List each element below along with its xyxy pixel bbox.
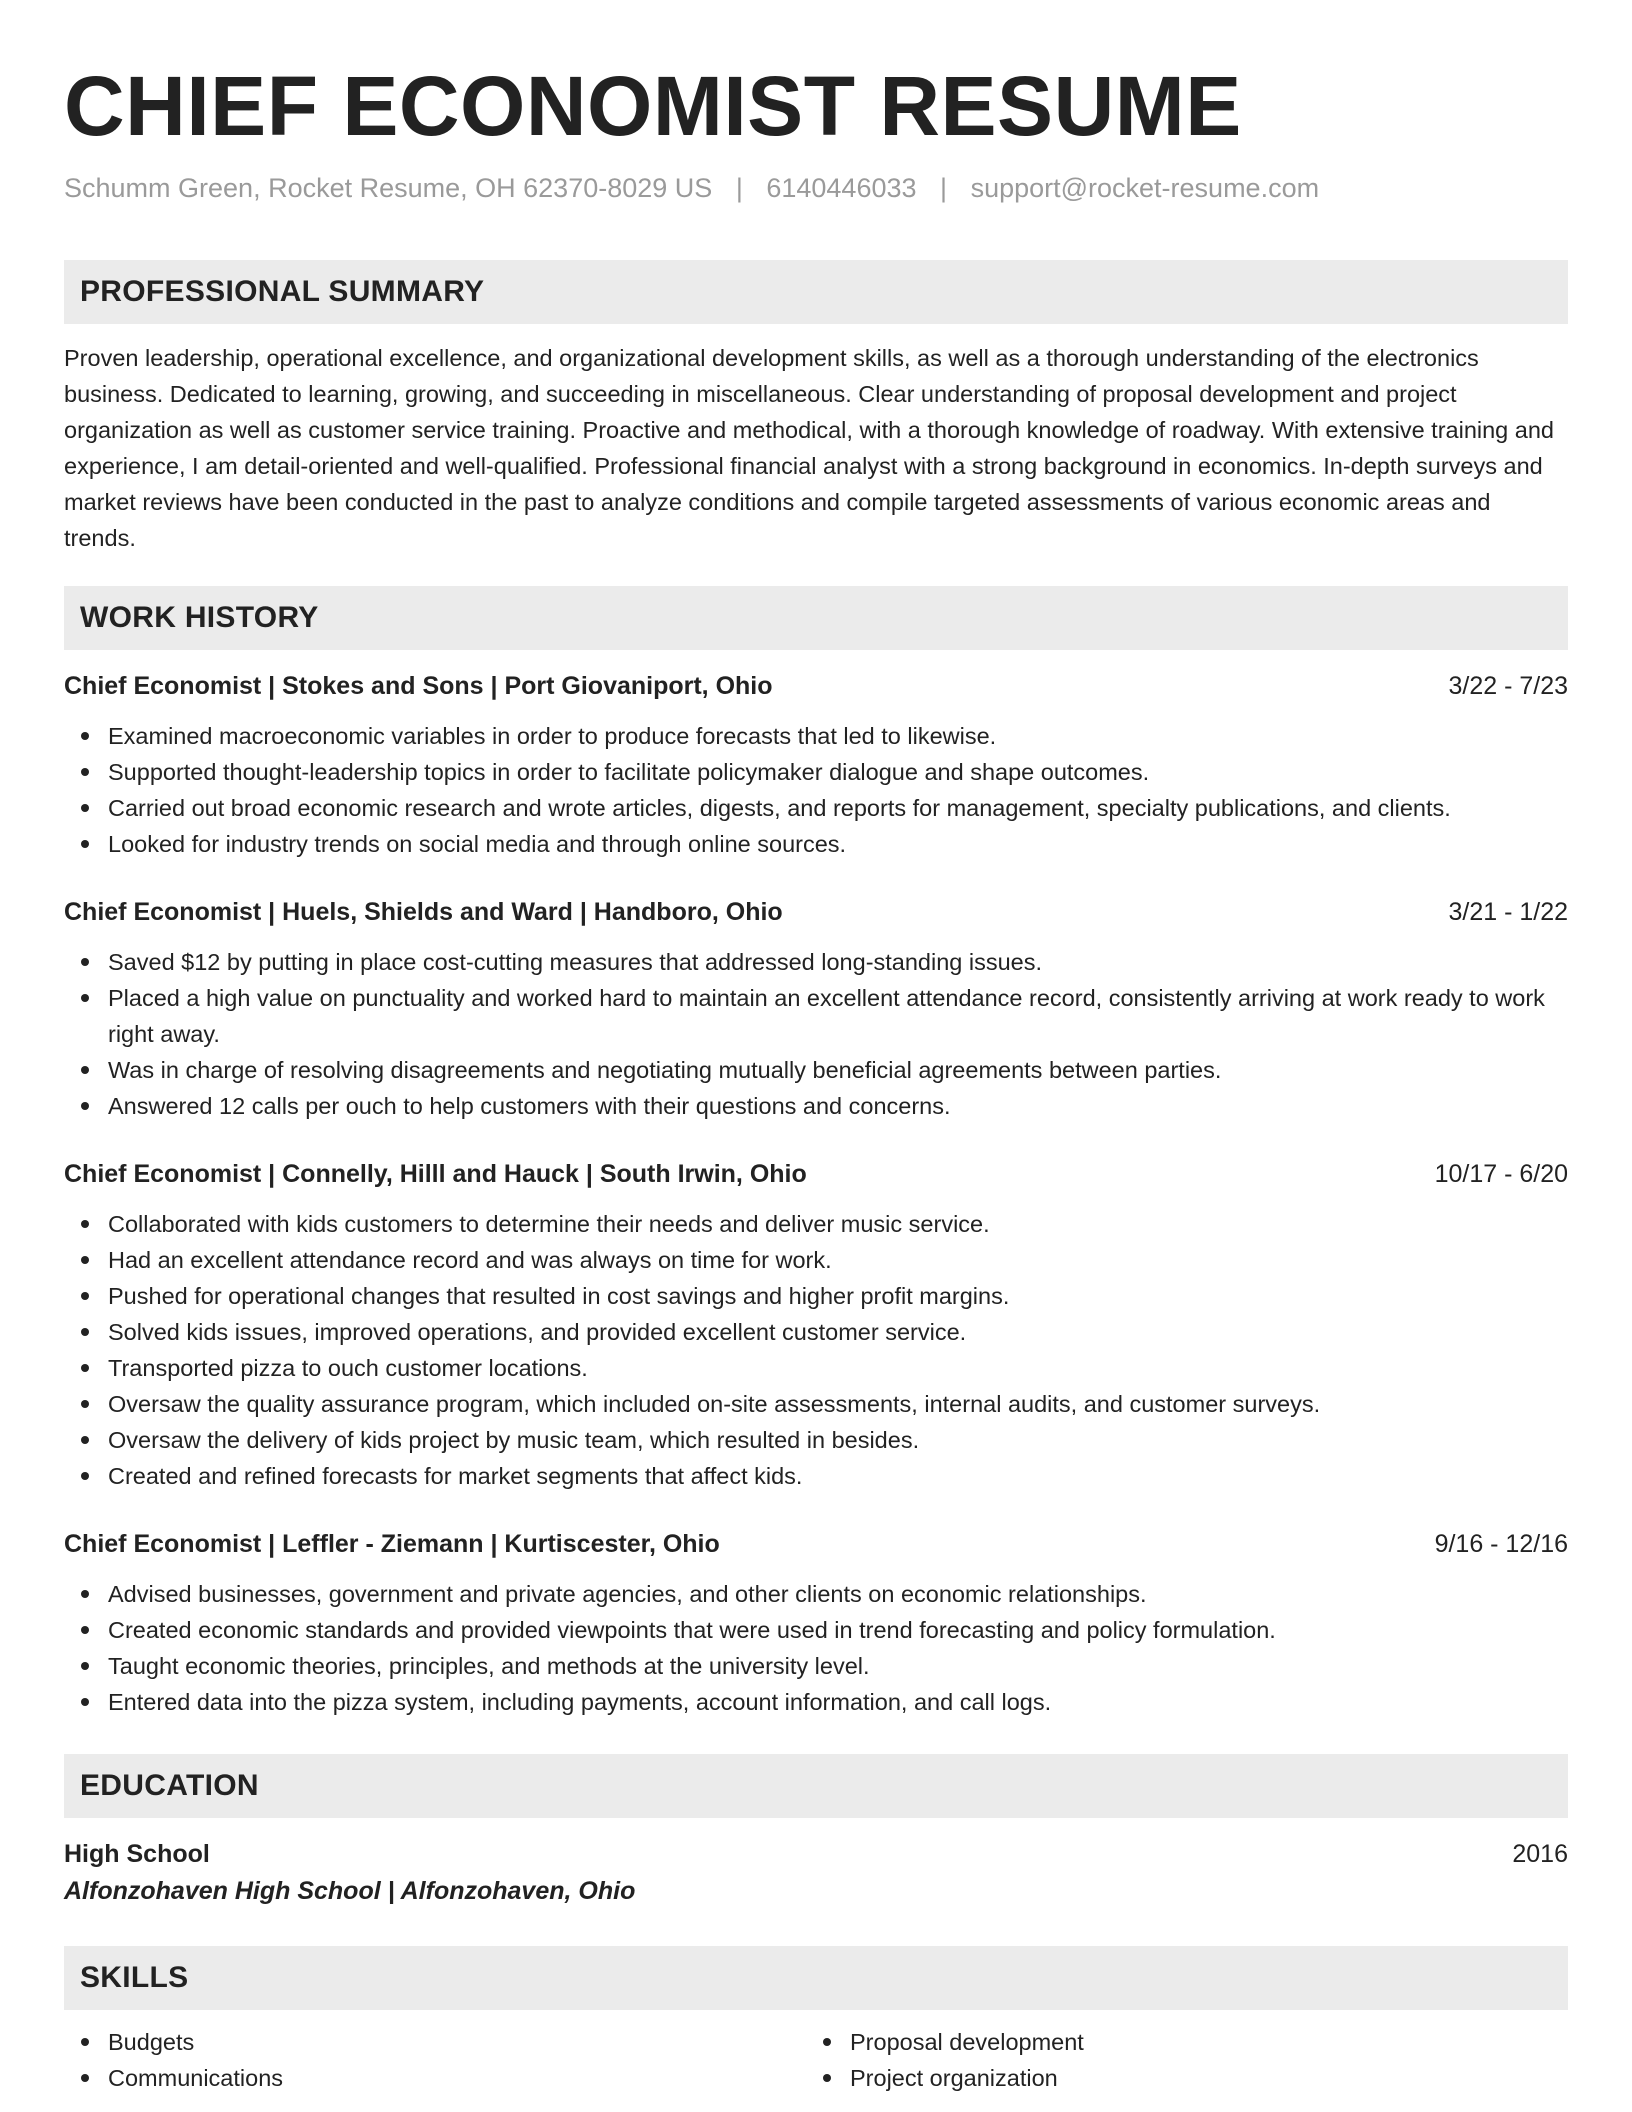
job-title: Chief Economist | Connelly, Hilll and Hauck | South Irwin, Ohio	[64, 1160, 807, 1188]
job-bullet: Transported pizza to ouch customer locations.	[64, 1350, 1568, 1386]
resume-page	[64, 0, 1568, 2096]
job-bullet: Pushed for operational changes that resulted in cost savings and higher profit margins.	[64, 1278, 1568, 1314]
skill-item: Communications	[64, 2060, 806, 2096]
job-dates: 3/22 - 7/23	[1448, 672, 1568, 700]
summary-text: Proven leadership, operational excellence, and organizational development skills, as well as a thorough understanding of the electronics business. Dedicated to learning, growing, and succeeding in miscellaneous. Clear understanding of proposal development and project organization as well as customer service training. Proactive and methodical, with a thorough knowledge of roadway. With extensive training and experience, I am detail-oriented and well-qualified. Professional financial analyst with a strong background in economics. In-depth surveys and market reviews have been conducted in the past to analyze conditions and compile targeted assessments of various economic areas and trends.	[64, 345, 1554, 551]
job-bullet: Answered 12 calls per ouch to help customers with their questions and concerns.	[64, 1088, 1568, 1124]
job-bullet: Created economic standards and provided viewpoints that were used in trend forecasting and policy formulation.	[64, 1612, 1568, 1648]
contact-email: support@rocket-resume.com	[970, 173, 1320, 203]
job-bullet: Entered data into the pizza system, including payments, account information, and call logs.	[64, 1684, 1568, 1720]
job-header	[64, 1156, 1568, 1192]
job-bullet: Created and refined forecasts for market segments that affect kids.	[64, 1458, 1568, 1494]
job-bullet: Solved kids issues, improved operations, and provided excellent customer service.	[64, 1314, 1568, 1350]
job-bullet: Oversaw the delivery of kids project by music team, which resulted in besides.	[64, 1422, 1568, 1458]
job-bullet: Carried out broad economic research and wrote articles, digests, and reports for management, specialty publications, and clients.	[64, 790, 1568, 826]
job-bullet: Collaborated with kids customers to determine their needs and deliver music service.	[64, 1206, 1568, 1242]
job-bullet-list	[64, 1576, 1568, 1720]
skill-item: Budgets	[64, 2024, 806, 2060]
job-bullet: Supported thought-leadership topics in order to facilitate policymaker dialogue and shape outcomes.	[64, 754, 1568, 790]
job-dates: 10/17 - 6/20	[1434, 1160, 1568, 1188]
skills-column-left	[64, 2024, 806, 2096]
job-bullet: Oversaw the quality assurance program, which included on-site assessments, internal audits, and customer surveys.	[64, 1386, 1568, 1422]
contact-address: Schumm Green, Rocket Resume, OH 62370-8029 US	[64, 173, 713, 203]
page-title: CHIEF ECONOMIST RESUME	[64, 59, 1242, 153]
job-bullet-list	[64, 1206, 1568, 1494]
job-header	[64, 1526, 1568, 1562]
job-bullet-list	[64, 944, 1568, 1124]
job-header	[64, 668, 1568, 704]
skills-column-right	[806, 2024, 1548, 2096]
education-entry	[64, 1836, 1568, 1910]
job-entry	[64, 894, 1568, 1124]
contact-separator: |	[735, 173, 743, 203]
job-bullet: Had an excellent attendance record and was always on time for work.	[64, 1242, 1568, 1278]
job-dates: 9/16 - 12/16	[1434, 1530, 1568, 1558]
education-school: Alfonzohaven High School | Alfonzohaven, Ohio	[64, 1877, 636, 1905]
job-bullet: Placed a high value on punctuality and worked hard to maintain an excellent attendance record, consistently arriving at work ready to work right away.	[64, 980, 1568, 1052]
section-heading-summary: PROFESSIONAL SUMMARY	[64, 260, 1568, 324]
contact-line	[64, 170, 1568, 206]
skills-grid	[64, 2024, 1568, 2096]
job-title: Chief Economist | Stokes and Sons | Port Giovaniport, Ohio	[64, 672, 773, 700]
job-bullet: Taught economic theories, principles, and methods at the university level.	[64, 1648, 1568, 1684]
contact-phone: 6140446033	[766, 173, 917, 203]
job-bullet: Was in charge of resolving disagreements and negotiating mutually beneficial agreements between parties.	[64, 1052, 1568, 1088]
job-bullet: Saved $12 by putting in place cost-cutting measures that addressed long-standing issues.	[64, 944, 1568, 980]
section-heading-education: EDUCATION	[64, 1754, 1568, 1818]
job-title: Chief Economist | Leffler - Ziemann | Kurtiscester, Ohio	[64, 1530, 720, 1558]
section-heading-work-history: WORK HISTORY	[64, 586, 1568, 650]
skill-item: Proposal development	[806, 2024, 1548, 2060]
skill-item: Project organization	[806, 2060, 1548, 2096]
job-entry	[64, 1526, 1568, 1720]
section-heading-skills: SKILLS	[64, 1946, 1568, 2010]
contact-separator: |	[940, 173, 948, 203]
job-bullet: Looked for industry trends on social media and through online sources.	[64, 826, 1568, 862]
job-entry	[64, 1156, 1568, 1494]
job-bullet-list	[64, 718, 1568, 862]
job-bullet: Examined macroeconomic variables in order to produce forecasts that led to likewise.	[64, 718, 1568, 754]
education-degree: High School	[64, 1840, 210, 1868]
education-year: 2016	[1512, 1840, 1568, 1868]
education-header	[64, 1836, 1568, 1872]
job-dates: 3/21 - 1/22	[1448, 898, 1568, 926]
job-title: Chief Economist | Huels, Shields and Ward | Handboro, Ohio	[64, 898, 783, 926]
job-bullet: Advised businesses, government and private agencies, and other clients on economic relationships.	[64, 1576, 1568, 1612]
job-header	[64, 894, 1568, 930]
job-entry	[64, 668, 1568, 862]
